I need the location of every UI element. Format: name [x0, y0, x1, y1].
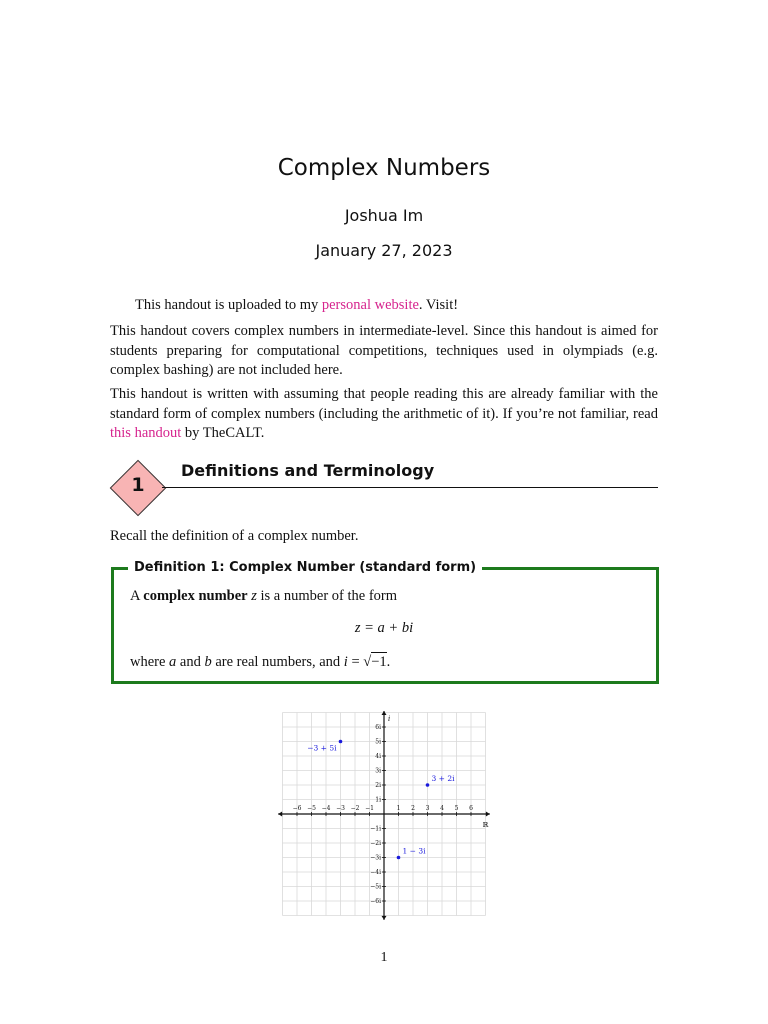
x-axis-label: ℝ — [482, 821, 489, 829]
data-point — [397, 856, 401, 860]
y-tick-label: 5i — [375, 738, 381, 746]
section-number: 1 — [131, 474, 145, 496]
y-tick-label: −6i — [370, 898, 381, 905]
x-axis-arrow-neg — [278, 812, 282, 817]
handout-link[interactable]: this handout — [110, 425, 182, 441]
document-date: January 27, 2023 — [315, 241, 453, 260]
x-tick-label: −2 — [350, 805, 360, 812]
definition-line-2: where a and b are real numbers, and i = √−1. — [130, 654, 391, 670]
y-axis-arrow-neg — [382, 916, 387, 920]
x-tick-label: −4 — [321, 805, 331, 812]
y-tick-label: −4i — [370, 869, 381, 876]
intro-paragraph-1: This handout is uploaded to my personal website. Visit! — [135, 297, 459, 313]
x-tick-label: 3 — [425, 805, 430, 812]
document-title: Complex Numbers — [277, 155, 491, 181]
y-tick-label: 1i — [375, 796, 381, 804]
section-title: Definitions and Terminology — [181, 461, 435, 480]
x-tick-label: −6 — [292, 805, 302, 812]
personal-website-link[interactable]: personal website — [321, 297, 419, 313]
sqrt-radicand: −1 — [371, 654, 387, 670]
data-point-label: 1 − 3i — [402, 846, 426, 856]
intro-paragraph-2: This handout covers complex numbers in intermediate-level. Since this handout is aimed for students preparing for computational competitions, techniques used in olympiads (e.g. complex bashing) are not included here. — [110, 323, 658, 378]
definition-line-1: A complex number z is a number of the form — [130, 588, 398, 604]
data-point — [339, 740, 343, 744]
x-axis-arrow — [486, 812, 490, 817]
x-tick-label: −5 — [307, 805, 316, 812]
y-tick-label: 4i — [375, 753, 381, 760]
page-number: 1 — [380, 950, 388, 965]
y-tick-label: −1i — [370, 825, 381, 833]
data-point-label: 3 + 2i — [431, 774, 455, 783]
y-tick-label: 6i — [375, 724, 381, 731]
x-tick-label: 5 — [454, 805, 459, 812]
recall-text: Recall the definition of a complex number. — [110, 528, 359, 544]
y-tick-label: −2i — [370, 840, 381, 847]
complex-number-term: complex number — [143, 588, 248, 604]
document-author: Joshua Im — [344, 206, 424, 225]
data-point-label: −3 + 5i — [307, 743, 337, 753]
x-tick-label: 2 — [411, 805, 415, 812]
plot-axes — [278, 711, 490, 920]
intro-paragraph-3: This handout is written with assuming that people reading this are already familiar with the standard form of complex numbers (including the arithmetic of it). If you’re not familiar, read this handout by TheCALT. — [110, 386, 658, 441]
complex-plane-plot — [272, 710, 496, 920]
data-point — [426, 783, 430, 787]
x-tick-label: 1 — [396, 805, 401, 812]
x-tick-label: 4 — [440, 805, 444, 812]
definition-equation: z = a + bi — [354, 620, 414, 636]
definition-title: Definition 1: Complex Number (standard form) — [128, 560, 482, 575]
y-tick-label: −3i — [370, 854, 381, 862]
x-tick-label: −3 — [336, 805, 345, 812]
y-tick-label: 2i — [375, 782, 381, 789]
y-tick-label: −5i — [370, 883, 381, 891]
y-axis-arrow — [382, 711, 387, 715]
section-rule — [162, 487, 658, 488]
y-axis-label: i — [388, 715, 391, 724]
y-tick-label: 3i — [375, 767, 381, 775]
x-tick-label: −1 — [365, 805, 374, 812]
x-tick-label: 6 — [469, 805, 473, 812]
